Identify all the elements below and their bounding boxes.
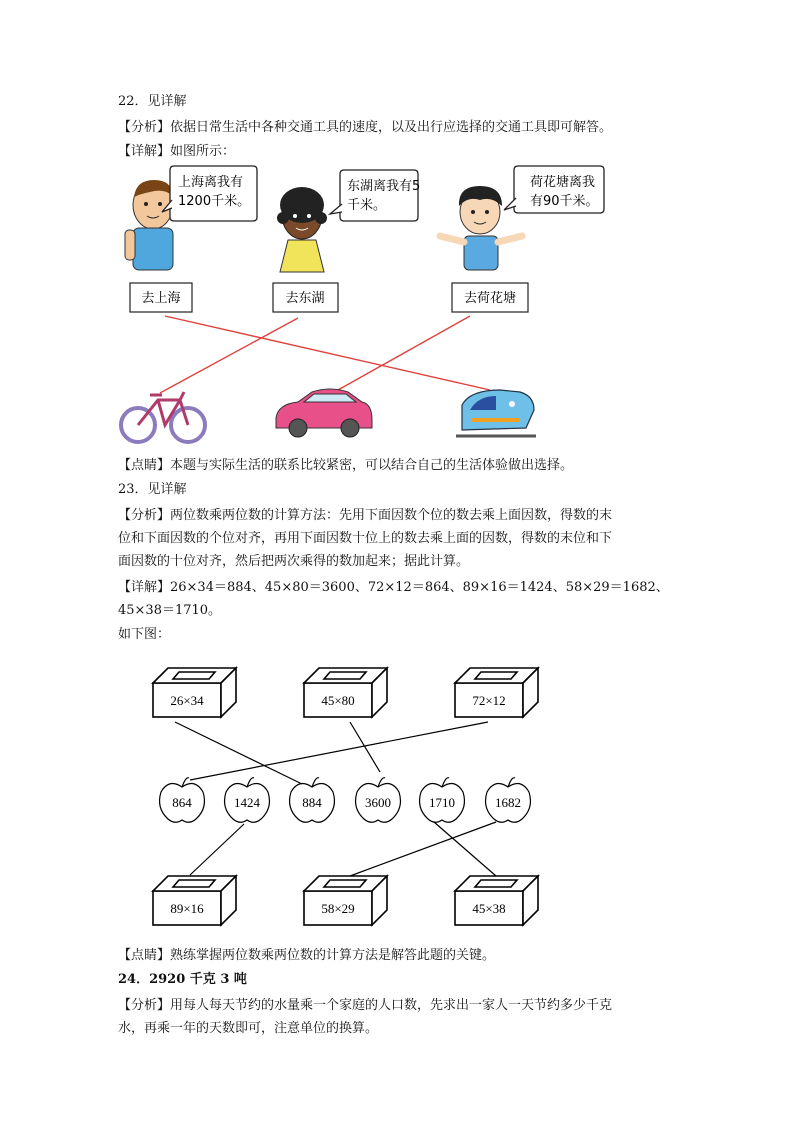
- top-box-1: [153, 668, 236, 717]
- svg-text:去荷花塘: 去荷花塘: [463, 291, 517, 306]
- apples: [160, 778, 531, 823]
- bottom-box-3: [455, 876, 538, 925]
- bubble-2-line-2: 千米。: [347, 198, 387, 213]
- top-box-2: [304, 668, 387, 717]
- bottom-box-2: [304, 876, 387, 925]
- svg-text:去东湖: 去东湖: [285, 291, 325, 306]
- apple-2-label: 1424: [234, 795, 260, 810]
- q23-comment: 【点睛】熟练掌握两位数乘两位数的计算方法是解答此题的关键。: [118, 948, 496, 963]
- bottom-box-2-label: 58×29: [321, 901, 355, 916]
- q23-analysis-line-2: 位和下面因数的个位对齐，再用下面因数十位上的数去乘上面的因数，得数的末位和下: [118, 531, 613, 546]
- apple-3: [290, 778, 335, 823]
- bottom-box-1-label: 89×16: [170, 901, 204, 916]
- top-box-3-label: 72×12: [472, 693, 506, 708]
- bubble-1-line-1: 上海离我有: [178, 175, 244, 190]
- apple-3-label: 884: [302, 795, 322, 810]
- connection-1682-58x29: [350, 822, 496, 876]
- connection-45x80-3600: [350, 722, 380, 772]
- q22-analysis: 【分析】依据日常生活中各种交通工具的速度，以及出行应选择的交通工具即可解答。: [118, 120, 613, 135]
- connection-1710-45x38: [434, 822, 496, 876]
- top-box-3: [455, 668, 538, 717]
- q22-detail: 【详解】如图所示：: [118, 144, 236, 159]
- q22-comment: 【点睛】本题与实际生活的联系比较紧密，可以结合自己的生活体验做出选择。: [118, 458, 574, 473]
- apple-2: [225, 778, 270, 823]
- top-box-1-label: 26×34: [170, 693, 204, 708]
- svg-text:去上海: 去上海: [141, 291, 181, 306]
- q23-analysis-line-3: 面因数的十位对齐，然后把两次乘得的数加起来；据此计算。: [118, 554, 470, 569]
- bottom-box-1: [153, 876, 236, 925]
- bubble-3-line-1: 荷花塘离我: [530, 175, 596, 190]
- q24-heading: 24．2920 千克 3 吨: [118, 972, 247, 987]
- q22-heading: 22．见详解: [118, 94, 187, 109]
- bubble-3-line-2: 有90千米。: [530, 194, 599, 209]
- apple-6-label: 1682: [495, 795, 521, 810]
- bottom-boxes: [153, 876, 538, 925]
- apple-6: [486, 778, 531, 823]
- bubble-2-line-1: 东湖离我有5: [347, 179, 421, 194]
- apple-4: [356, 778, 401, 823]
- apple-5: [420, 778, 465, 823]
- connection-26x34-884: [175, 722, 302, 784]
- q23-figure-intro: 如下图：: [118, 627, 171, 642]
- apple-5-label: 1710: [429, 795, 455, 810]
- q24-analysis-line-2: 水，再乘一年的天数即可，注意单位的换算。: [118, 1021, 379, 1036]
- q23-heading: 23．见详解: [118, 482, 187, 497]
- bubble-1-line-2: 1200千米。: [178, 194, 251, 209]
- q23-analysis-line-1: 【分析】两位数乘两位数的计算方法：先用下面因数个位的数去乘上面因数，得数的末: [118, 508, 613, 523]
- bottom-box-3-label: 45×38: [472, 901, 506, 916]
- apple-4-label: 3600: [365, 795, 391, 810]
- top-box-2-label: 45×80: [321, 693, 355, 708]
- apple-1-label: 864: [172, 795, 192, 810]
- q23-detail-line-2: 45×38＝1710。: [118, 603, 222, 618]
- connection-1424-89x16: [190, 824, 244, 875]
- q23-detail-line-1: 【详解】26×34＝884、45×80＝3600、72×12＝864、89×16＝1424、58×29＝1682、: [118, 580, 669, 595]
- q24-analysis-line-1: 【分析】用每人每天节约的水量乘一个家庭的人口数，先求出一家人一天节约多少千克: [118, 998, 613, 1013]
- apple-1: [160, 778, 205, 823]
- top-boxes: [153, 668, 538, 717]
